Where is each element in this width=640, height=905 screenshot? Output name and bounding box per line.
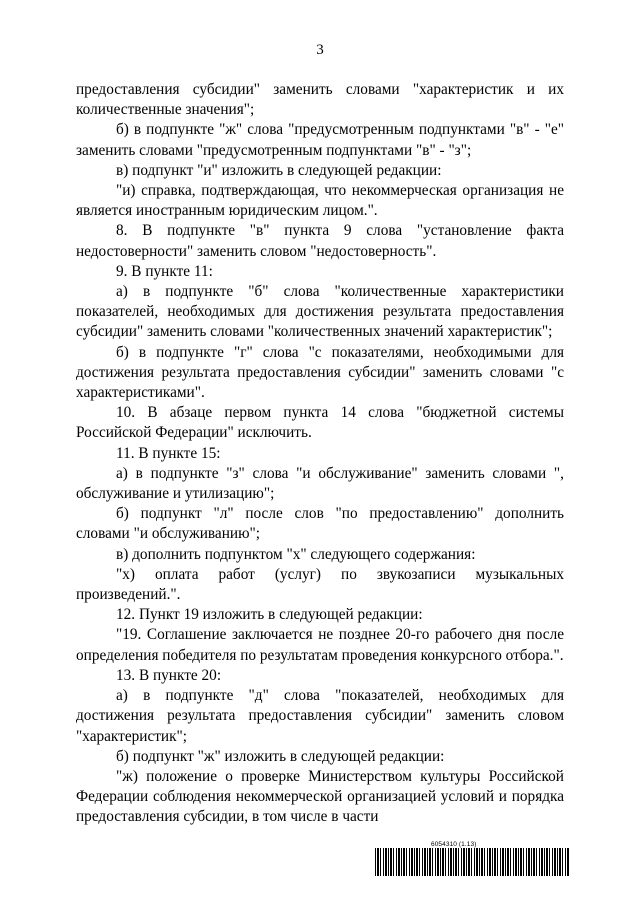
paragraph: б) в подпункте "г" слова "с показателями, необходимыми для достижения результата предоставления субсидии" заменить словами "с характеристиками".: [76, 343, 564, 402]
document-body: [76, 80, 564, 828]
paragraph: б) подпункт "ж" изложить в следующей редакции:: [116, 747, 445, 765]
paragraph: б) в подпункте "ж" слова "предусмотренным подпунктами "в" - "е" заменить словами "предусмотренным подпунктами "в" - "з";: [76, 121, 564, 159]
paragraph: а) в подпункте "з" слова "и обслуживание" заменить словами ", обслуживание и утилизацию";: [76, 464, 564, 503]
paragraph: 11. В пункте 15:: [116, 444, 221, 462]
paragraph: предоставления субсидии" заменить словами "характеристик и их количественные значения";: [76, 81, 564, 119]
paragraph: 12. Пункт 19 изложить в следующей редакции:: [116, 606, 423, 624]
paragraph: а) в подпункте "б" слова "количественные характеристики показателей, необходимых для достижения результата предоставления субсидии" заменить словами "количественных значений характеристик";: [76, 283, 564, 341]
paragraph: "19. Соглашение заключается не позднее 20-го рабочего дня после определения победителя по результатам проведения конкурсного отбора.".: [76, 626, 564, 664]
paragraph: 10. В абзаце первом пункта 14 слова "бюджетной системы Российской Федерации" исключить.: [76, 404, 564, 442]
paragraph: "х) оплата работ (услуг) по звукозаписи музыкальных произведений.".: [76, 565, 564, 604]
paragraph: в) дополнить подпунктом "х" следующего содержания:: [116, 545, 476, 563]
barcode: [375, 848, 570, 876]
paragraph: б) подпункт "л" после слов "по предоставлению" дополнить словами "и обслуживанию";: [76, 505, 564, 543]
document-stamp: 6054310 (1.13): [431, 841, 477, 848]
paragraph: 9. В пункте 11:: [116, 262, 213, 280]
paragraph: "ж) положение о проверке Министерством культуры Российской Федерации соблюдения некоммерческой организацией условий и порядка предоставления субсидии, в том числе в части: [76, 767, 564, 826]
paragraph: 13. В пункте 20:: [116, 666, 222, 684]
paragraph: 8. В подпункте "в" пункта 9 слова "установление факта недостоверности" заменить словом "недостоверность".: [76, 222, 564, 260]
paragraph: а) в подпункте "д" слова "показателей, необходимых для достижения результата предоставления субсидии" заменить словом "характеристик";: [76, 687, 564, 745]
paragraph: "и) справка, подтверждающая, что некоммерческая организация не является иностранным юридическим лицом.".: [76, 182, 564, 220]
page-number: 3: [316, 42, 324, 58]
paragraph: в) подпункт "и" изложить в следующей редакции:: [116, 161, 442, 179]
